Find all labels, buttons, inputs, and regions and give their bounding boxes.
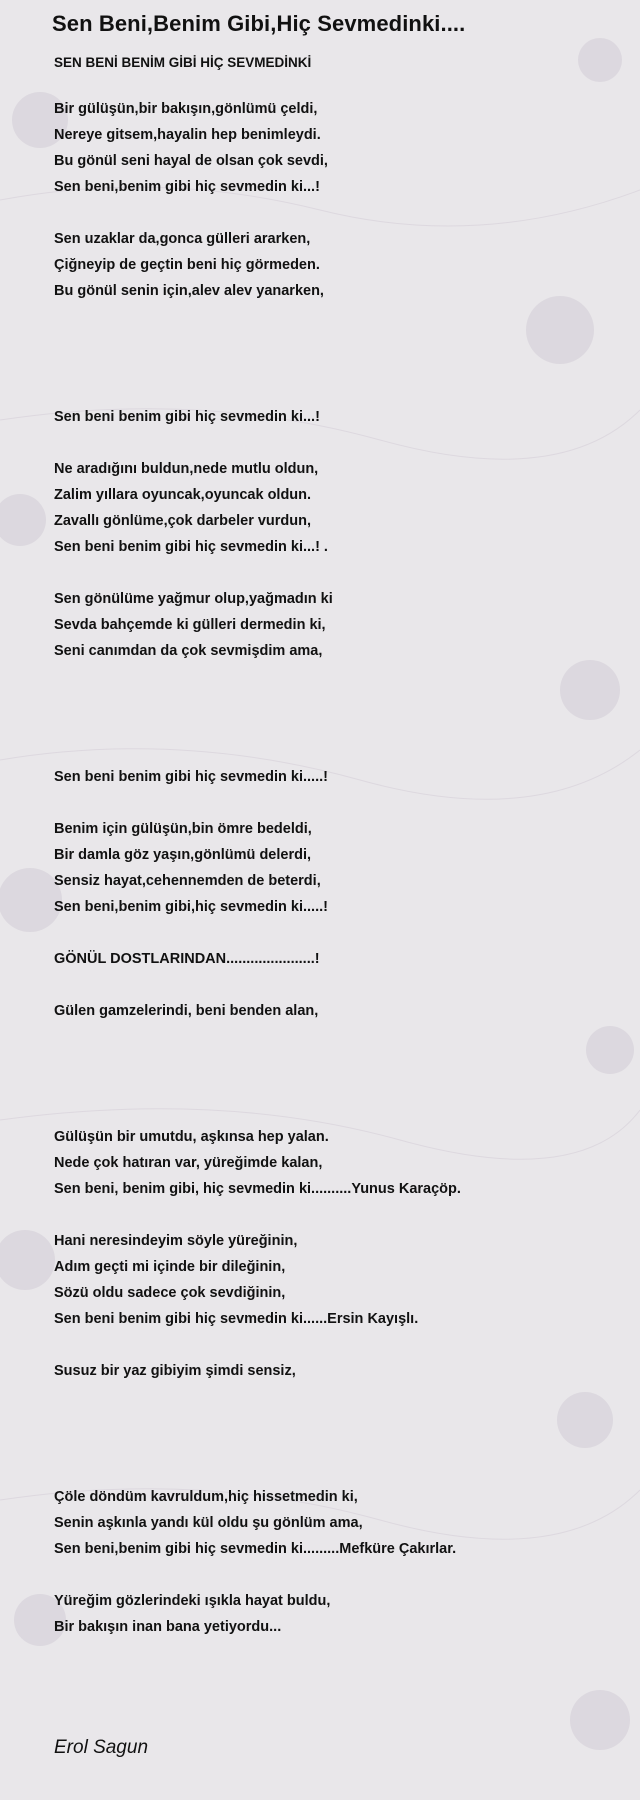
author-signature: Erol Sagun [54, 1737, 149, 1758]
poem-line: Sen beni,benim gibi hiç sevmedin ki...! [54, 179, 320, 195]
poem-line: GÖNÜL DOSTLARINDAN......................! [54, 951, 320, 967]
poem-line: Zalim yıllara oyuncak,oyuncak oldun. [54, 487, 312, 503]
poem-line: Gülüşün bir umutdu, aşkınsa hep yalan. [54, 1129, 329, 1145]
poem-line: Sen beni, benim gibi, hiç sevmedin ki..........Yunus Karaçöp. [54, 1181, 461, 1197]
poem-line: Benim için gülüşün,bin ömre bedeldi, [54, 821, 312, 837]
poem-line: Bir damla göz yaşın,gönlümü delerdi, [54, 847, 312, 863]
poem-line: Sen beni benim gibi hiç sevmedin ki...! [54, 409, 320, 425]
poem-line: Susuz bir yaz gibiyim şimdi sensiz, [54, 1363, 296, 1379]
poem-heading: SEN BENİ BENİM GİBİ HİÇ SEVMEDİNKİ [54, 55, 312, 70]
poem-line: Çiğneyip de geçtin beni hiç görmeden. [54, 257, 320, 273]
poem-line: Sevda bahçemde ki gülleri dermedin ki, [54, 617, 326, 633]
poem-line: Ne aradığını buldun,nede mutlu oldun, [54, 461, 319, 477]
poem-line: Sen beni benim gibi hiç sevmedin ki......Ersin Kayışlı. [54, 1311, 419, 1327]
poem-body [54, 56, 624, 1640]
poem-line: Hani neresindeyim söyle yüreğinin, [54, 1233, 298, 1249]
poem-line: Senin aşkınla yandı kül oldu şu gönlüm ama, [54, 1515, 363, 1531]
poem-line: Sensiz hayat,cehennemden de beterdi, [54, 873, 321, 889]
poem-line: Zavallı gönlüme,çok darbeler vurdun, [54, 513, 312, 529]
poem-line: Nereye gitsem,hayalin hep benimleydi. [54, 127, 321, 143]
poem-line: Sen gönülüme yağmur olup,yağmadın ki [54, 591, 333, 607]
poem-line: Sen beni benim gibi hiç sevmedin ki.....! [54, 769, 328, 785]
poem-line: Sözü oldu sadece çok sevdiğinin, [54, 1285, 286, 1301]
poem-line: Nede çok hatıran var, yüreğimde kalan, [54, 1155, 323, 1171]
poem-line: Yüreğim gözlerindeki ışıkla hayat buldu, [54, 1593, 331, 1609]
poem-line: Bu gönül seni hayal de olsan çok sevdi, [54, 153, 328, 169]
poem-line: Çöle döndüm kavruldum,hiç hissetmedin ki, [54, 1489, 358, 1505]
poem-line: Adım geçti mi içinde bir dileğinin, [54, 1259, 286, 1275]
poem-line: Seni canımdan da çok sevmişdim ama, [54, 643, 323, 659]
page-title: Sen Beni,Benim Gibi,Hiç Sevmedinki.... [52, 11, 466, 36]
poem-line: Sen beni,benim gibi,hiç sevmedin ki.....! [54, 899, 328, 915]
poem-line: Bir bakışın inan bana yetiyordu... [54, 1619, 282, 1635]
poem-line: Gülen gamzelerindi, beni benden alan, [54, 1003, 319, 1019]
poem-line: Sen beni benim gibi hiç sevmedin ki...! . [54, 539, 328, 555]
poem-line: Sen uzaklar da,gonca gülleri ararken, [54, 231, 311, 247]
poem-line: Bir gülüşün,bir bakışın,gönlümü çeldi, [54, 101, 318, 117]
poem-line: Bu gönül senin için,alev alev yanarken, [54, 283, 324, 299]
poem-line: Sen beni,benim gibi hiç sevmedin ki.........Mefküre Çakırlar. [54, 1541, 457, 1557]
